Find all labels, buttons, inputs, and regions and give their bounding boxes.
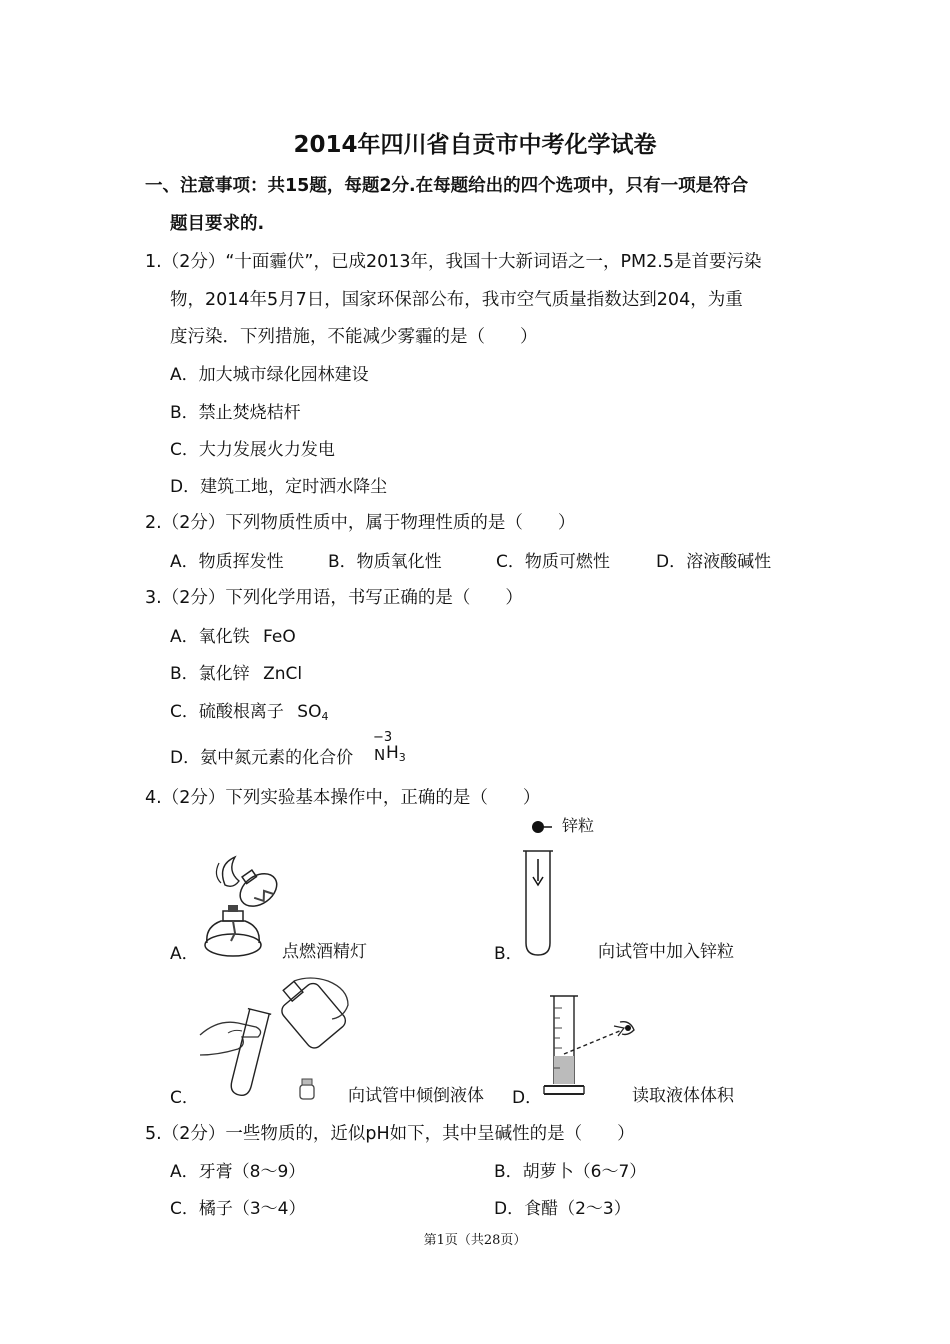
q5-option-a: A．牙膏（8～9） — [170, 1162, 306, 1182]
q3-option-b-formula: ZnCl — [263, 664, 303, 684]
q3-option-c-formula-sub: 4 — [321, 710, 329, 723]
q4-option-d-letter: D． — [512, 1088, 543, 1108]
zinc-granule-label: 锌粒 — [562, 816, 595, 835]
graduated-cylinder-illustration — [538, 990, 638, 1102]
q3-option-d-charge: −3 — [373, 730, 393, 745]
q1-stem-line1: 1.（2分）“十面霾伏”，已成2013年，我国十大新词语之一，PM2.5是首要污染 — [145, 252, 762, 272]
q4-stem: 4.（2分）下列实验基本操作中，正确的是（ ） — [145, 788, 541, 808]
q2-stem: 2.（2分）下列物质性质中，属于物理性质的是（ ） — [145, 513, 576, 533]
q3-option-d-text: D．氨中氮元素的化合价 — [170, 748, 354, 768]
q4-option-a-caption: 点燃酒精灯 — [282, 942, 367, 962]
q3-stem: 3.（2分）下列化学用语，书写正确的是（ ） — [145, 588, 523, 608]
q1-option-a: A．加大城市绿化园林建设 — [170, 365, 369, 385]
q4-option-c-letter: C． — [170, 1088, 199, 1108]
q3-option-a-formula: FeO — [263, 627, 296, 647]
q5-option-c: C．橘子（3～4） — [170, 1199, 306, 1219]
q3-option-c — [170, 697, 328, 723]
q5-stem: 5.（2分）一些物质的，近似pH如下，其中呈碱性的是（ ） — [145, 1124, 635, 1144]
q3-option-b — [170, 659, 302, 684]
page-footer: 第1页（共28页） — [423, 1233, 527, 1248]
q1-option-d: D．建筑工地，定时洒水降尘 — [170, 477, 388, 497]
q3-option-c-formula — [297, 702, 328, 722]
q3-option-d-rest-sub: 3 — [398, 751, 406, 764]
q3-option-a-text: A．氧化铁 — [170, 627, 250, 647]
q2-option-d: D．溶液酸碱性 — [656, 552, 772, 572]
q4-option-a-letter: A． — [170, 944, 199, 964]
q1-stem-line3: 度污染．下列措施，不能减少雾霾的是（ ） — [170, 327, 538, 347]
q4-option-b-caption: 向试管中加入锌粒 — [598, 942, 734, 962]
q5-option-b: B．胡萝卜（6～7） — [494, 1162, 647, 1182]
q1-option-c: C．大力发展火力发电 — [170, 440, 335, 460]
q3-option-b-text: B．氯化锌 — [170, 664, 250, 684]
q4-option-b-letter: B． — [494, 944, 523, 964]
q5-option-d: D．食醋（2～3） — [494, 1199, 631, 1219]
q2-option-b: B．物质氧化性 — [328, 552, 442, 572]
test-tube-zinc-illustration — [518, 815, 568, 960]
q3-option-c-formula-base: SO — [297, 702, 322, 722]
q4-option-c-caption: 向试管中倾倒液体 — [348, 1086, 484, 1106]
q3-option-d-element: N — [374, 746, 386, 764]
section-instructions-line2: 题目要求的. — [170, 214, 265, 234]
page-title: 2014年四川省自贡市中考化学试卷 — [293, 132, 657, 158]
q3-option-d-rest — [386, 743, 406, 764]
q3-option-c-text: C．硫酸根离子 — [170, 702, 284, 722]
q3-option-a — [170, 622, 296, 647]
q1-stem-line2: 物，2014年5月7日，国家环保部公布，我市空气质量指数达到204，为重 — [170, 290, 743, 310]
q3-option-d — [170, 743, 353, 768]
section-instructions-line1: 一、注意事项：共15题，每题2分.在每题给出的四个选项中，只有一项是符合 — [145, 176, 749, 196]
alcohol-lamp-illustration — [195, 855, 285, 960]
q2-option-a: A．物质挥发性 — [170, 552, 284, 572]
q3-option-d-rest-base: H — [386, 743, 399, 763]
pouring-liquid-illustration — [198, 975, 363, 1110]
q1-option-b: B．禁止焚烧桔杆 — [170, 403, 301, 423]
q4-option-d-caption: 读取液体体积 — [632, 1086, 734, 1106]
q2-option-c: C．物质可燃性 — [496, 552, 610, 572]
